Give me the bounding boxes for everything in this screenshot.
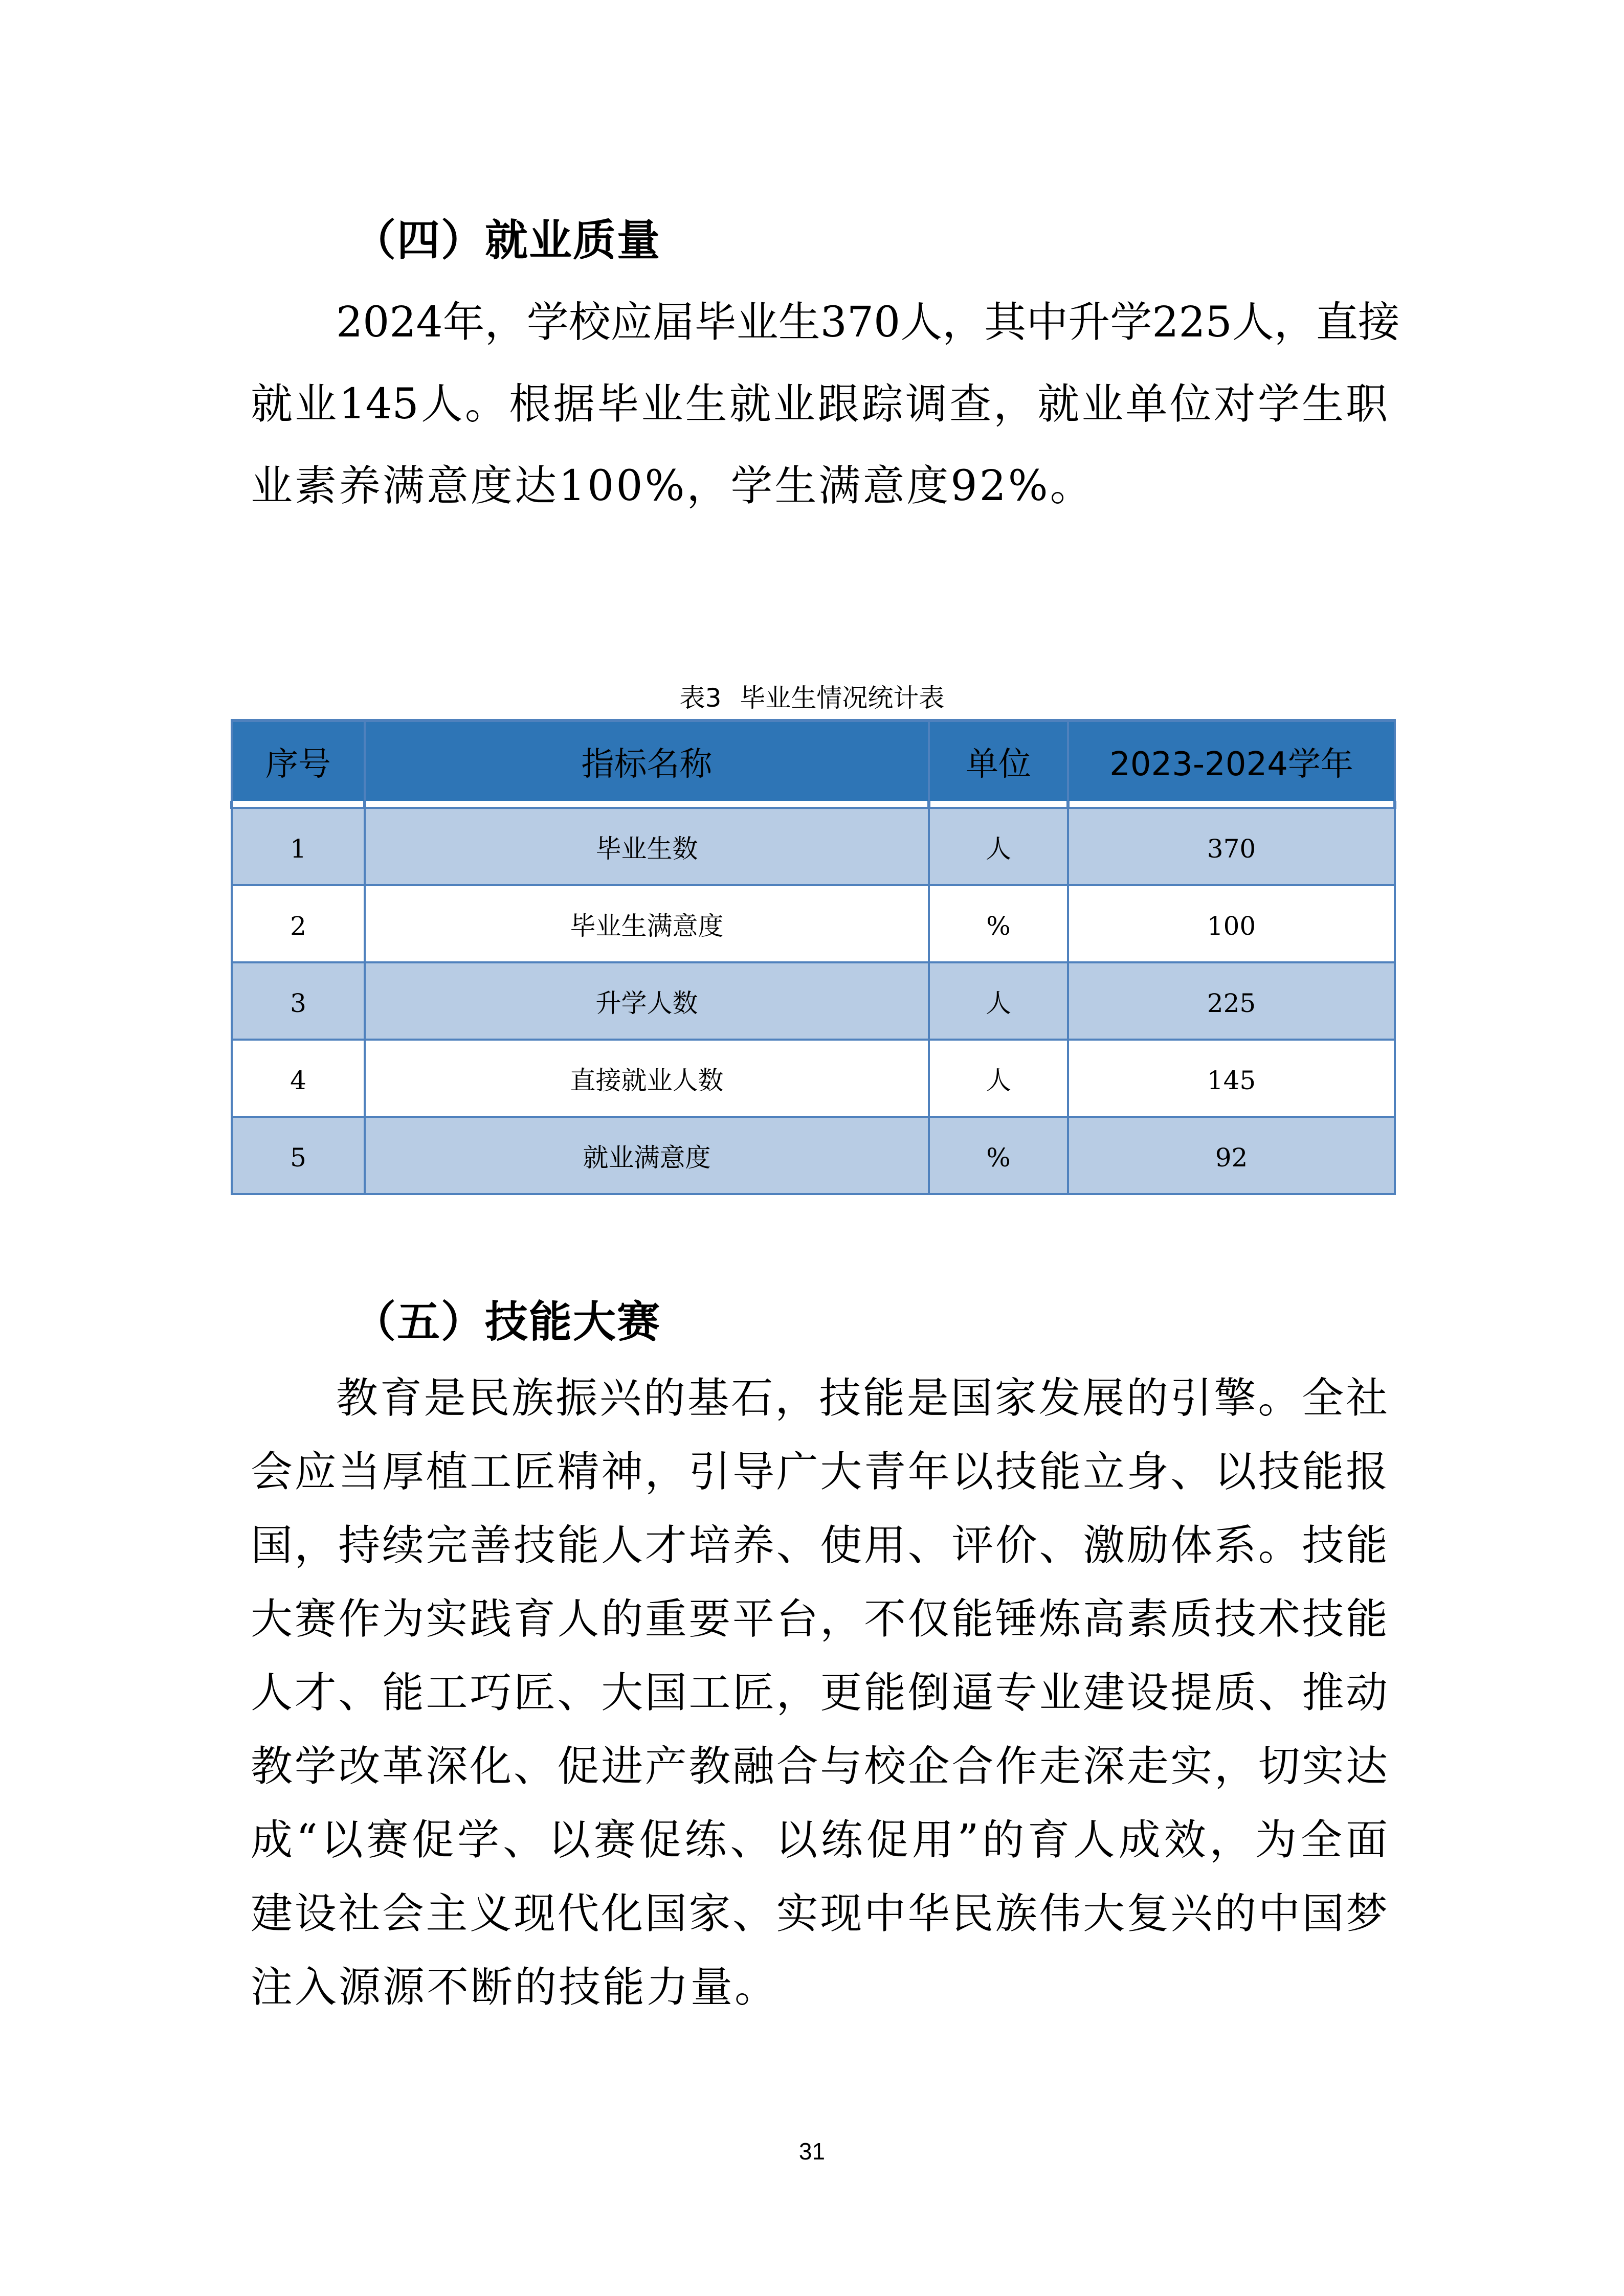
cell-indicator: 直接就业人数 [365,1040,929,1117]
cell-index: 2 [232,885,365,962]
paragraph-line: 教育是民族振兴的基石，技能是国家发展的引擎。全社 [336,1374,1388,1423]
paragraph-line: 国，持续完善技能人才培养、使用、评价、激励体系。技能 [251,1521,1388,1570]
cell-value: 370 [1068,808,1395,885]
paragraph-line: 注入源源不断的技能力量。 [251,1963,779,2012]
cell-index: 1 [232,808,365,885]
cell-value: 100 [1068,885,1395,962]
section-heading-employment-quality: （四）就业质量 [353,215,661,265]
table-caption-title: 毕业生情况统计表 [740,683,945,713]
table-row [232,1117,1395,1194]
paragraph-line: 业素养满意度达100%，学生满意度92%。 [251,462,1094,510]
table-row [232,808,1395,885]
section-heading-skills-competition: （五）技能大赛 [353,1297,661,1347]
table-header-row [232,721,1395,801]
column-header-unit: 单位 [929,721,1068,801]
header-gap [232,801,1395,808]
column-header-indicator: 指标名称 [365,721,929,801]
table-caption-number: 表3 [679,683,722,713]
table-row [232,885,1395,962]
paragraph-line: 就业145人。根据毕业生就业跟踪调查，就业单位对学生职 [251,380,1388,429]
cell-indicator: 就业满意度 [365,1117,929,1194]
table-row [232,962,1395,1040]
paragraph-line: 教学改革深化、促进产教融合与校企合作走深走实，切实达 [251,1742,1388,1791]
cell-unit: 人 [929,1040,1068,1117]
paragraph-line: 会应当厚植工匠精神，引导广大青年以技能立身、以技能报 [251,1448,1388,1496]
cell-unit: 人 [929,808,1068,885]
table-row [232,1040,1395,1117]
cell-value: 225 [1068,962,1395,1040]
cell-index: 4 [232,1040,365,1117]
cell-unit: 人 [929,962,1068,1040]
cell-index: 3 [232,962,365,1040]
cell-indicator: 毕业生数 [365,808,929,885]
cell-value: 92 [1068,1117,1395,1194]
paragraph-line: 建设社会主义现代化国家、实现中华民族伟大复兴的中国梦 [251,1889,1388,1938]
paragraph-line: 成“以赛促学、以赛促练、以练促用”的育人成效，为全面 [251,1816,1388,1864]
cell-value: 145 [1068,1040,1395,1117]
cell-unit: % [929,885,1068,962]
cell-index: 5 [232,1117,365,1194]
cell-indicator: 升学人数 [365,962,929,1040]
table-caption [0,685,1624,711]
column-header-year: 2023-2024学年 [1068,721,1395,801]
cell-unit: % [929,1117,1068,1194]
cell-indicator: 毕业生满意度 [365,885,929,962]
paragraph-line: 大赛作为实践育人的重要平台，不仅能锤炼高素质技术技能 [251,1595,1388,1644]
page-number: 31 [798,2138,826,2165]
column-header-index: 序号 [232,721,365,801]
paragraph-line: 人才、能工巧匠、大国工匠，更能倒逼专业建设提质、推动 [251,1669,1388,1717]
paragraph-line: 2024年，学校应届毕业生370人，其中升学225人，直接 [336,298,1400,347]
graduate-statistics-table [230,719,1396,1195]
